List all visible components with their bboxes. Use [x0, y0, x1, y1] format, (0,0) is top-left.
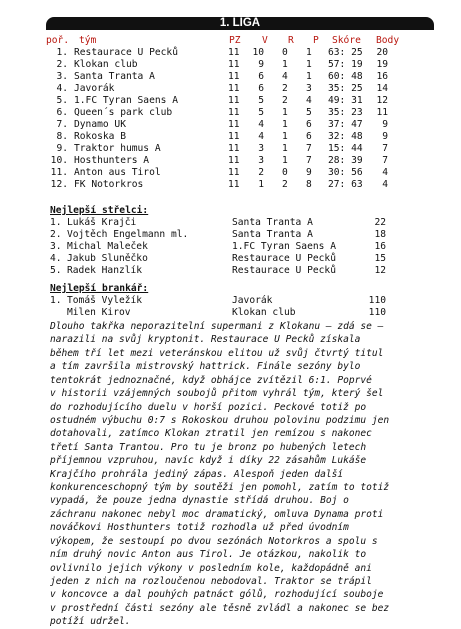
- row-points: 9: [382, 131, 388, 142]
- row-wins: 3: [258, 155, 264, 166]
- row-draws: 2: [282, 95, 288, 106]
- scorer-goals: 12: [374, 265, 386, 276]
- row-played: 11: [228, 167, 240, 178]
- row-losses: 5: [306, 107, 312, 118]
- row-points: 19: [376, 59, 388, 70]
- row-wins: 3: [258, 143, 264, 154]
- scorer-team: Santa Tranta A: [232, 229, 313, 240]
- row-team: Santa Tranta A: [74, 71, 155, 82]
- row-losses: 4: [306, 95, 312, 106]
- keeper-position: 1.: [50, 295, 62, 306]
- scorer-team: Santa Tranta A: [232, 217, 313, 228]
- scorer-team: Restaurace U Pecků: [232, 253, 336, 264]
- row-position: 2.: [56, 59, 68, 70]
- row-losses: 1: [306, 47, 312, 58]
- row-position: 4.: [56, 83, 68, 94]
- row-wins: 5: [258, 95, 264, 106]
- row-position: 5.: [56, 95, 68, 106]
- row-position: 7.: [56, 119, 68, 130]
- row-draws: 1: [282, 143, 288, 154]
- scorer-goals: 15: [374, 253, 386, 264]
- row-wins: 2: [258, 167, 264, 178]
- row-wins: 9: [258, 59, 264, 70]
- row-score: 57: 19: [328, 59, 363, 70]
- row-score: 27: 63: [328, 179, 363, 190]
- col-header-r: R: [288, 35, 294, 46]
- row-score: 28: 39: [328, 155, 363, 166]
- keeper-name: Tomáš Vyležík: [67, 295, 143, 306]
- row-points: 16: [376, 71, 388, 82]
- row-team: Rokoska B: [74, 131, 126, 142]
- row-score: 63: 25: [328, 47, 363, 58]
- col-header-p: P: [313, 35, 319, 46]
- row-score: 49: 31: [328, 95, 363, 106]
- row-team: Hosthunters A: [74, 155, 150, 166]
- row-draws: 2: [282, 83, 288, 94]
- season-summary-paragraph: Dlouho takřka neporazitelní supermani z Klokanu – zdá se – narazili na svůj kryptonit. Restaurace U Pecků získala během tří let mezi veteránskou elitou už svůj čtvrtý titul a tím završila mistrovský hattrick. Finále sezóny bylo tentokrát jednoznačné, když obhájce zvítězil 6:1. Poprvé v historii vzájemných soubojů přitom vyhrál tým, který šel do rozhodujícího duelu v horší pozici. Peckové totiž po ostudném výbuchu 0:7 s Rokoskou druhou polovinu podzimu jen dotahovali, zatímco Klokan ztratil jen remízou s nakonec třetí Santa Trantou. Pro tu je bronz po hubených letech příjemnou vzpruhou, navíc když i díky 22 zásahům Lukáše Krajčího prohrála jediný zápas. Alespoň jeden další konkurenceschopný tým by soutěži jen pomohl, zatím to totiž vypadá, že pouze jedna dynastie střídá druhou. Boj o záchranu nakonec nebyl moc dramatický, omluva Dynama proti nováčkovi Hosthunters totiž rozhodla už před úvodním výkopem, že sestoupí po dvou sezónách Notorkros a spolu s ním druhý novic Anton aus Tirol. Je otázkou, nakolik to ovlivnilo jejich výkony v posledním kole, každopádně ani jeden z nich na rozloučenou nebodoval. Traktor se trápil v koncovce a dal pouhých patnáct gólů, rozhodující souboje v prostřední části sezóny ale těsně zvládl a nakonec se bez potíží udržel.: [50, 321, 390, 628]
- row-position: 8.: [56, 131, 68, 142]
- scorers-heading: Nejlepší střelci:: [50, 205, 149, 216]
- row-team: 1.FC Tyran Saens A: [74, 95, 178, 106]
- row-draws: 2: [282, 179, 288, 190]
- scorer-position: 2.: [50, 229, 62, 240]
- row-draws: 1: [282, 107, 288, 118]
- keeper-team: Javorák: [232, 295, 273, 306]
- scorer-goals: 22: [374, 217, 386, 228]
- col-header-v: V: [262, 35, 268, 46]
- scorer-team: Restaurace U Pecků: [232, 265, 336, 276]
- row-wins: 6: [258, 83, 264, 94]
- scorer-team: 1.FC Tyran Saens A: [232, 241, 336, 252]
- row-wins: 6: [258, 71, 264, 82]
- scorer-goals: 18: [374, 229, 386, 240]
- row-played: 11: [228, 143, 240, 154]
- row-wins: 4: [258, 119, 264, 130]
- row-played: 11: [228, 83, 240, 94]
- row-played: 11: [228, 71, 240, 82]
- keeper-name: Milen Kirov: [67, 307, 131, 318]
- row-losses: 6: [306, 119, 312, 130]
- row-position: 10.: [50, 155, 68, 166]
- row-played: 11: [228, 47, 240, 58]
- row-team: Restaurace U Pecků: [74, 47, 178, 58]
- row-points: 4: [382, 167, 388, 178]
- row-draws: 1: [282, 59, 288, 70]
- row-wins: 10: [252, 47, 264, 58]
- row-points: 14: [376, 83, 388, 94]
- row-team: Traktor humus A: [74, 143, 161, 154]
- row-draws: 1: [282, 131, 288, 142]
- scorer-position: 1.: [50, 217, 62, 228]
- row-draws: 0: [282, 47, 288, 58]
- row-draws: 0: [282, 167, 288, 178]
- col-header-team: tým: [79, 35, 97, 46]
- col-header-pz: PZ: [229, 35, 241, 46]
- row-played: 11: [228, 155, 240, 166]
- row-points: 20: [376, 47, 388, 58]
- row-score: 60: 48: [328, 71, 363, 82]
- scorer-goals: 16: [374, 241, 386, 252]
- keeper-team: Klokan club: [232, 307, 296, 318]
- row-points: 11: [376, 107, 388, 118]
- row-team: Dynamo UK: [74, 119, 126, 130]
- col-header-points: Body: [376, 35, 400, 46]
- row-wins: 4: [258, 131, 264, 142]
- row-position: 12.: [50, 179, 68, 190]
- row-team: Javorák: [74, 83, 115, 94]
- row-played: 11: [228, 131, 240, 142]
- row-played: 11: [228, 119, 240, 130]
- scorer-position: 5.: [50, 265, 62, 276]
- row-position: 9.: [56, 143, 68, 154]
- row-draws: 1: [282, 119, 288, 130]
- scorer-position: 3.: [50, 241, 62, 252]
- row-score: 37: 47: [328, 119, 363, 130]
- col-header-score: Skóre: [332, 35, 361, 46]
- scorer-name: Jakub Sluněčko: [67, 253, 148, 264]
- keepers-heading: Nejlepší brankář:: [50, 283, 149, 294]
- scorer-name: Radek Hanzlík: [67, 265, 143, 276]
- row-score: 35: 25: [328, 83, 363, 94]
- row-losses: 1: [306, 59, 312, 70]
- keeper-value: 110: [368, 295, 386, 306]
- row-position: 3.: [56, 71, 68, 82]
- row-team: Anton aus Tirol: [74, 167, 161, 178]
- col-header-pos: poř.: [46, 35, 70, 46]
- row-team: Klokan club: [74, 59, 138, 70]
- row-points: 9: [382, 119, 388, 130]
- row-points: 7: [382, 155, 388, 166]
- league-title: 1. LIGA: [219, 17, 261, 29]
- row-points: 7: [382, 143, 388, 154]
- row-played: 11: [228, 95, 240, 106]
- row-losses: 9: [306, 167, 312, 178]
- row-score: 35: 23: [328, 107, 363, 118]
- row-draws: 4: [282, 71, 288, 82]
- row-draws: 1: [282, 155, 288, 166]
- row-played: 11: [228, 179, 240, 190]
- row-wins: 1: [258, 179, 264, 190]
- row-losses: 3: [306, 83, 312, 94]
- league-title-bar: [46, 17, 434, 30]
- row-played: 11: [228, 59, 240, 70]
- row-score: 30: 56: [328, 167, 363, 178]
- row-wins: 5: [258, 107, 264, 118]
- scorer-name: Michal Maleček: [67, 241, 148, 252]
- row-losses: 7: [306, 155, 312, 166]
- row-losses: 7: [306, 143, 312, 154]
- row-score: 32: 48: [328, 131, 363, 142]
- row-played: 11: [228, 107, 240, 118]
- scorer-position: 4.: [50, 253, 62, 264]
- row-losses: 1: [306, 71, 312, 82]
- keeper-value: 110: [368, 307, 386, 318]
- row-points: 4: [382, 179, 388, 190]
- row-team: Queen´s park club: [74, 107, 173, 118]
- row-position: 6.: [56, 107, 68, 118]
- row-position: 11.: [50, 167, 68, 178]
- scorer-name: Vojtěch Engelmann ml.: [67, 229, 189, 240]
- row-team: FK Notorkros: [74, 179, 144, 190]
- scorer-name: Lukáš Krajči: [67, 217, 137, 228]
- row-score: 15: 44: [328, 143, 363, 154]
- row-losses: 8: [306, 179, 312, 190]
- row-points: 12: [376, 95, 388, 106]
- row-position: 1.: [56, 47, 68, 58]
- row-losses: 6: [306, 131, 312, 142]
